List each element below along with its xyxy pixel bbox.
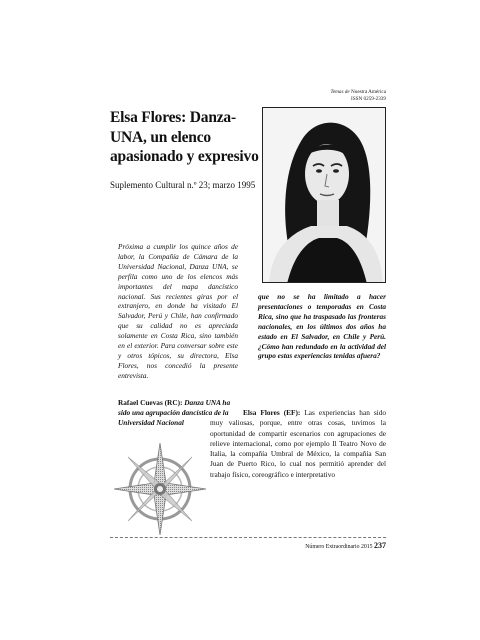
question-text-start: Danza UNA ha sido una agrupación dancística de la Universidad Nacional [118, 398, 231, 427]
footer-issue: Número Extraordinario 2015 [305, 544, 373, 550]
journal-header [326, 89, 386, 103]
question-speaker: Rafael Cuevas (RC): [118, 398, 183, 407]
answer-speaker: Elsa Flores (EF): [243, 408, 301, 417]
footer-rule [110, 537, 386, 538]
page-footer [280, 541, 386, 552]
portrait-illustration [263, 108, 386, 283]
page-number: 237 [374, 541, 386, 550]
answer-1 [210, 408, 386, 480]
question-1-continuation: que no se ha limitado a hacer presentaciones o temporadas en Costa Rica, sino que ha traspasado las fronteras nacionales, en los últimos dos años ha estado en El Salvador, en Chile y Perú. ¿Cómo han redundado en la actividad del grupo estas experiencias tenidas afuera? [258, 292, 386, 361]
journal-name-italic: Temas de [330, 89, 350, 95]
article-title: Elsa Flores: Danza-UNA, un elenco apasionado y expresivo [110, 109, 259, 165]
portrait-photo [262, 107, 386, 283]
compass-star-graphic [112, 441, 208, 537]
intro-paragraph: Próxima a cumplir los quince años de labor, la Compañía de Cámara de la Universidad Nacional, Danza UNA, se perfila como uno de los elencos más importantes del mapa dancístico nacional. Sus recientes giras por el extranjero, en donde ha visitado El Salvador, Perú y Chile, han confirmado que su calidad no es apreciada solamente en Costa Rica, sino también en el exterior. Para conversar sobre este y otros tópicos, su directora, Elsa Flores, nos concedió la presente entrevista. [118, 242, 238, 380]
journal-name-rest: Nuestra América [349, 89, 386, 95]
article-source: Suplemento Cultural n.º 23; marzo 1995 [110, 180, 256, 190]
answer-text: Las experiencias han sido muy valiosas, porque, entre otras cosas, tuvimos la oportunidad de compartir escenarios con agrupaciones de relieve internacional, como por ejemplo Il Teatro Novo de Italia, la compañía Umbral de México, la compañía San Juan de Puerto Rico, lo cual nos permitió aprender del trabajo físico, coreográfico e interpretativo [210, 408, 386, 479]
journal-name [326, 89, 386, 96]
compass-star-icon [112, 441, 208, 537]
issn: ISSN 0259-2339 [350, 96, 386, 102]
